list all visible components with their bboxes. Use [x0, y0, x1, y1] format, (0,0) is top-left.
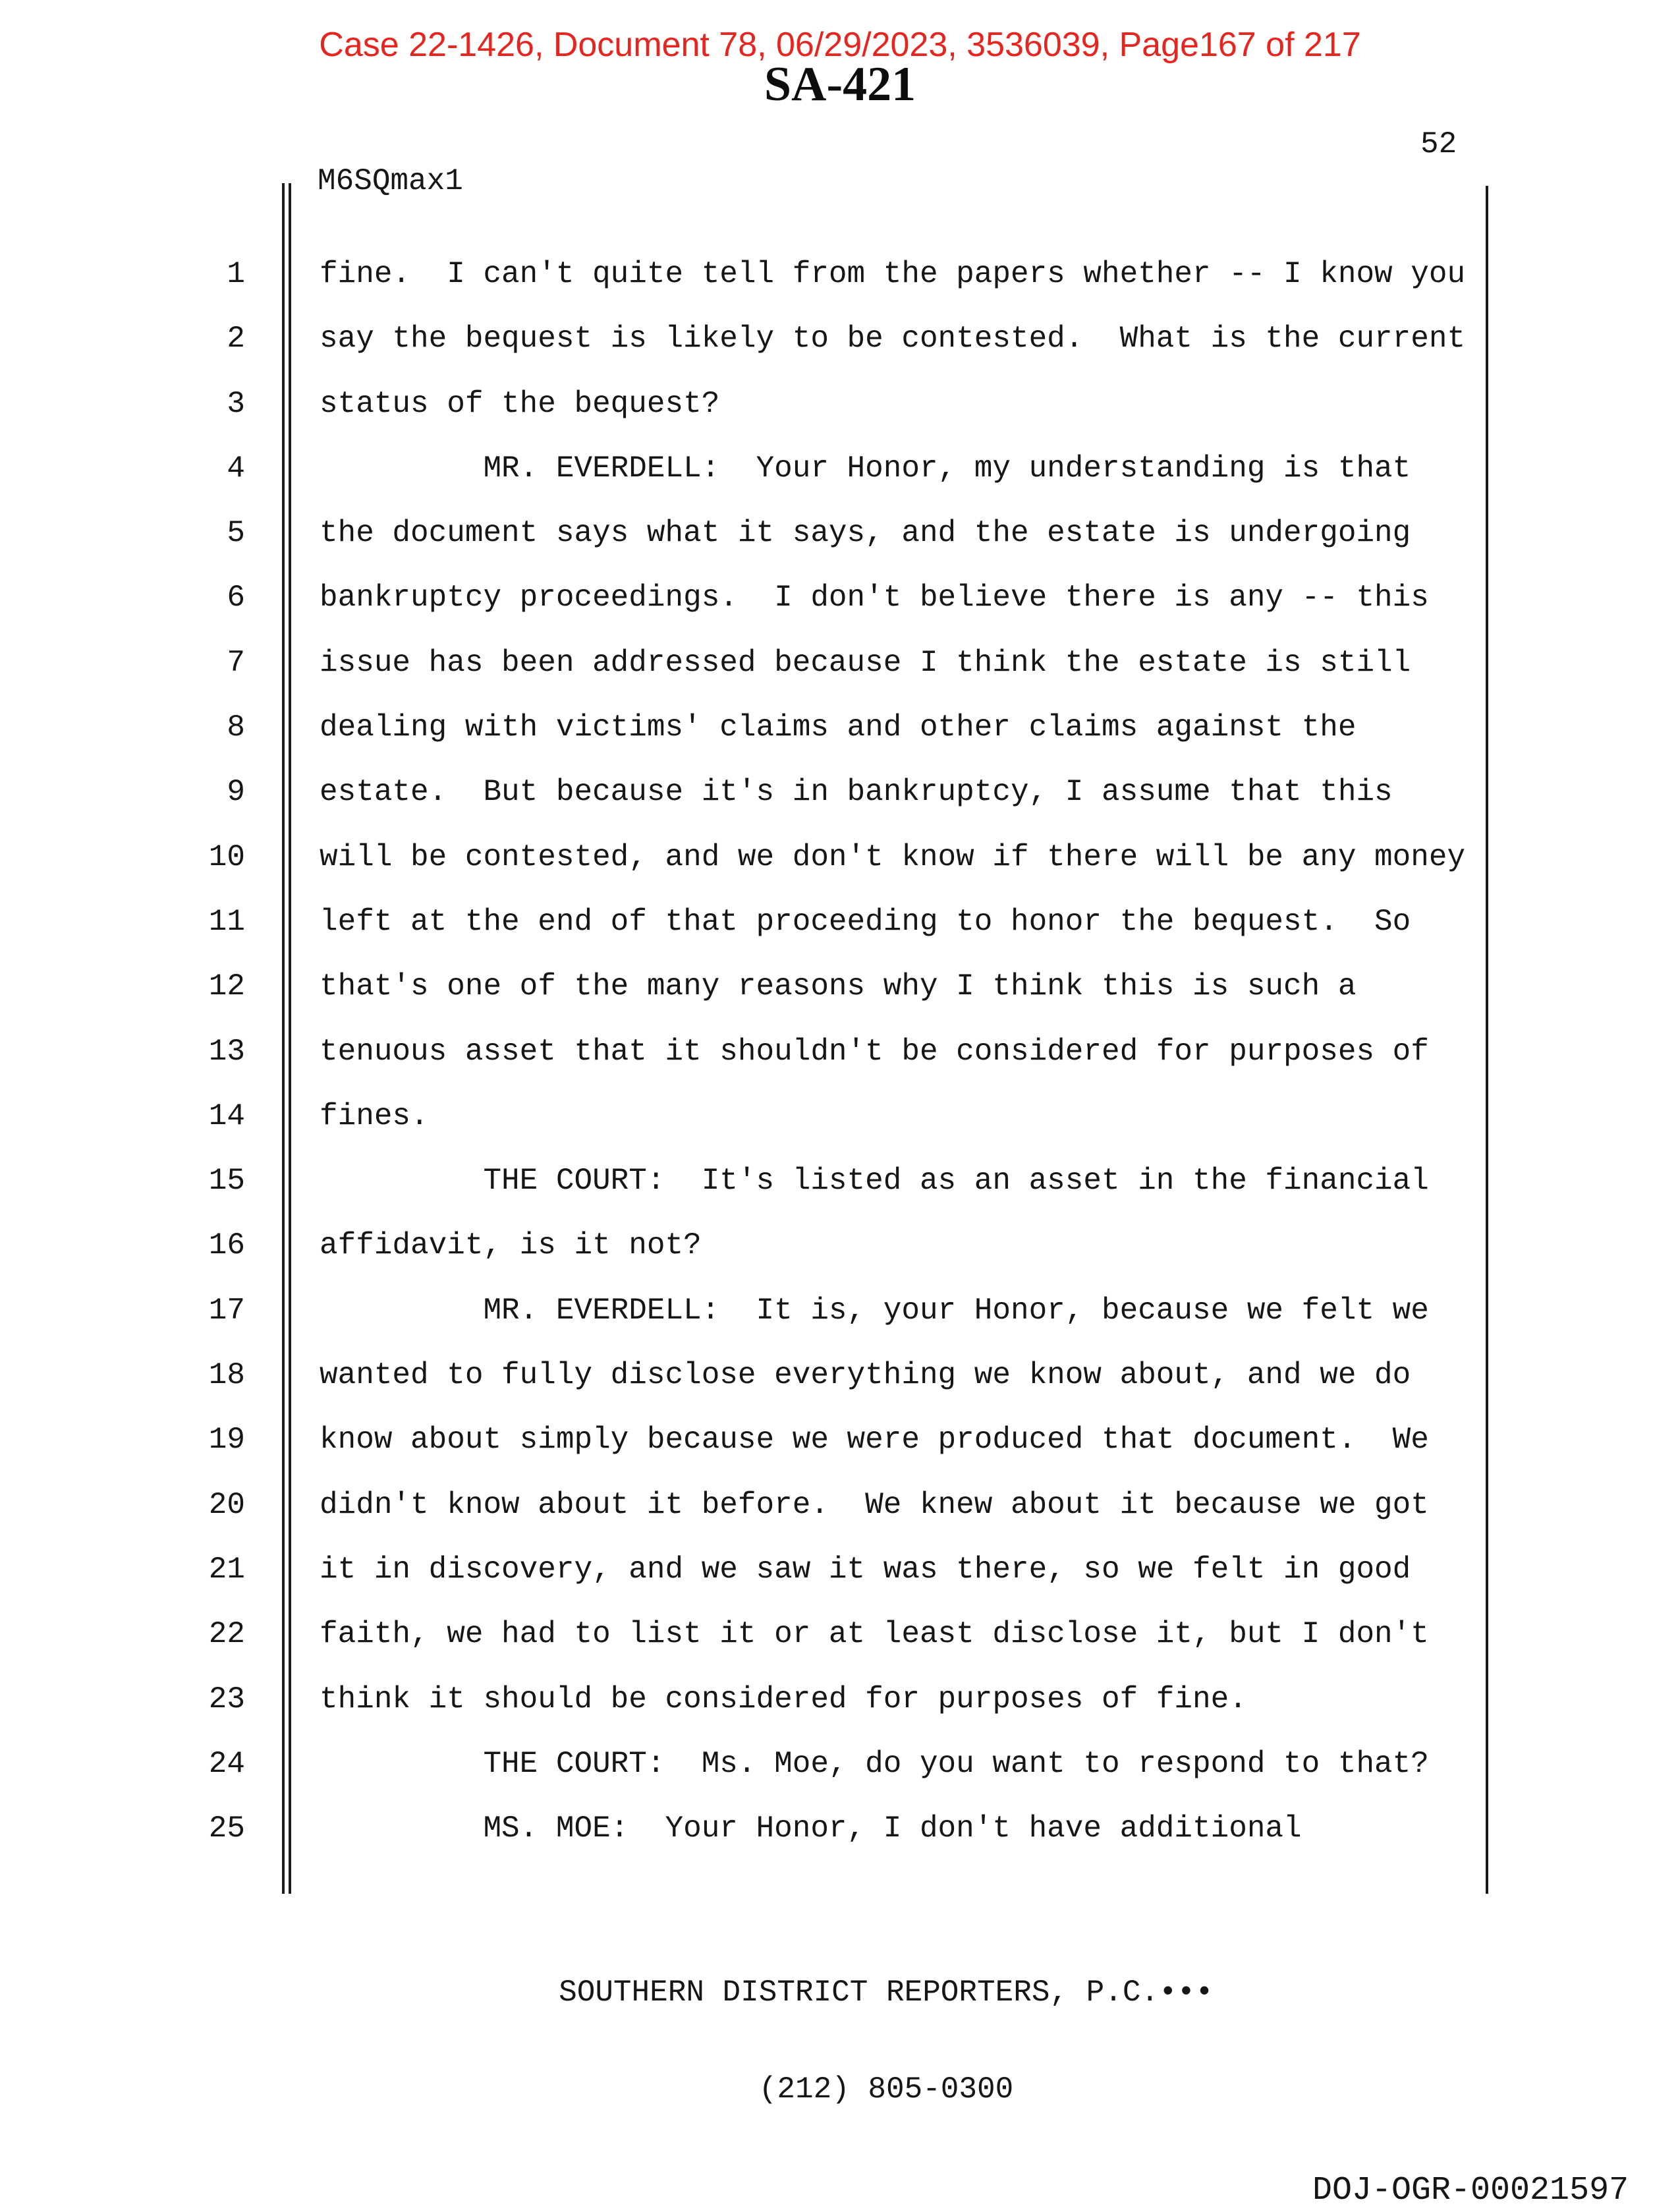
transcript-line	[0, 776, 1680, 841]
line-number: 8	[227, 710, 245, 745]
line-text: MS. MOE: Your Honor, I don't have additional	[320, 1811, 1302, 1846]
line-text: estate. But because it's in bankruptcy, I assume that this	[320, 775, 1393, 810]
line-number: 14	[208, 1098, 245, 1133]
transcript-line	[0, 1684, 1680, 1748]
line-text: left at the end of that proceeding to honor the bequest. So	[320, 904, 1411, 939]
line-text: will be contested, and we don't know if there will be any money	[320, 839, 1466, 874]
transcript-line	[0, 841, 1680, 906]
reporter-phone: (212) 805-0300	[758, 2072, 1014, 2107]
transcript-line	[0, 906, 1680, 971]
line-text: fines.	[320, 1098, 429, 1133]
line-number: 5	[227, 516, 245, 551]
transcript-line	[0, 1748, 1680, 1813]
line-text: fine. I can't quite tell from the papers whether -- I know you	[320, 257, 1466, 291]
line-number: 4	[227, 451, 245, 486]
line-text: the document says what it says, and the estate is undergoing	[320, 516, 1411, 551]
line-number: 3	[227, 386, 245, 421]
line-text: affidavit, is it not?	[320, 1228, 702, 1263]
line-number: 21	[208, 1552, 245, 1587]
line-number: 16	[208, 1228, 245, 1263]
transcript-line	[0, 647, 1680, 712]
line-text: didn't know about it before. We knew about it because we got	[320, 1487, 1429, 1522]
line-number: 25	[208, 1811, 245, 1846]
transcript-line	[0, 1554, 1680, 1618]
transcript-line	[0, 1165, 1680, 1230]
transcript-line	[0, 1036, 1680, 1100]
line-text: know about simply because we were produced that document. We	[320, 1423, 1429, 1458]
transcript-line	[0, 388, 1680, 453]
line-number: 6	[227, 581, 245, 615]
line-number: 9	[227, 775, 245, 810]
line-number: 10	[208, 839, 245, 874]
transcript-line	[0, 712, 1680, 776]
line-text: think it should be considered for purposes of fine.	[320, 1682, 1247, 1716]
line-text: MR. EVERDELL: It is, your Honor, because we felt we	[320, 1293, 1429, 1328]
transcript-body	[0, 258, 1680, 1877]
line-text: wanted to fully disclose everything we know about, and we do	[320, 1358, 1411, 1393]
transcript-line	[0, 517, 1680, 582]
line-number: 12	[208, 969, 245, 1004]
reporter-name: SOUTHERN DISTRICT REPORTERS, P.C.•••	[559, 1975, 1214, 2010]
line-text: THE COURT: Ms. Moe, do you want to respond to that?	[320, 1746, 1429, 1781]
line-number: 11	[208, 904, 245, 939]
case-stamp-header: Case 22-1426, Document 78, 06/29/2023, 3536039, Page167 of 217	[319, 26, 1361, 64]
line-text: say the bequest is likely to be contested. What is the current	[320, 322, 1466, 356]
line-text: MR. EVERDELL: Your Honor, my understanding is that	[320, 451, 1411, 486]
transcript-line	[0, 1618, 1680, 1683]
line-text: issue has been addressed because I think the estate is still	[320, 645, 1411, 680]
line-number: 19	[208, 1423, 245, 1458]
transcript-line	[0, 453, 1680, 517]
line-number: 17	[208, 1293, 245, 1328]
line-text: bankruptcy proceedings. I don't believe there is any -- this	[320, 581, 1429, 615]
line-text: THE COURT: It's listed as an asset in the financial	[320, 1164, 1429, 1199]
line-text: that's one of the many reasons why I think this is such a	[320, 969, 1357, 1004]
page-number: 52	[1420, 127, 1457, 161]
transcript-line	[0, 1230, 1680, 1294]
transcript-line	[0, 582, 1680, 646]
transcript-line	[0, 1100, 1680, 1165]
line-text: it in discovery, and we saw it was there, so we felt in good	[320, 1552, 1411, 1587]
appendix-page-label: SA-421	[764, 57, 916, 111]
line-text: status of the bequest?	[320, 386, 720, 421]
bates-number: DOJ-OGR-00021597	[1312, 2172, 1629, 2209]
line-number: 13	[208, 1034, 245, 1069]
transcript-id: M6SQmax1	[318, 164, 463, 198]
line-text: dealing with victims' claims and other claims against the	[320, 710, 1357, 745]
line-number: 2	[227, 322, 245, 356]
line-number: 24	[208, 1746, 245, 1781]
line-number: 18	[208, 1358, 245, 1393]
line-text: tenuous asset that it shouldn't be considered for purposes of	[320, 1034, 1429, 1069]
transcript-line	[0, 1489, 1680, 1554]
line-number: 22	[208, 1617, 245, 1652]
line-number: 7	[227, 645, 245, 680]
transcript-line	[0, 971, 1680, 1035]
footer	[320, 1912, 1453, 2170]
transcript-line	[0, 323, 1680, 387]
line-number: 20	[208, 1487, 245, 1522]
transcript-line	[0, 258, 1680, 323]
transcript-line	[0, 1424, 1680, 1489]
line-number: 15	[208, 1164, 245, 1199]
transcript-line	[0, 1359, 1680, 1424]
line-text: faith, we had to list it or at least disclose it, but I don't	[320, 1617, 1429, 1652]
line-number: 23	[208, 1682, 245, 1716]
line-number: 1	[227, 257, 245, 291]
transcript-line	[0, 1295, 1680, 1359]
transcript-line	[0, 1813, 1680, 1877]
